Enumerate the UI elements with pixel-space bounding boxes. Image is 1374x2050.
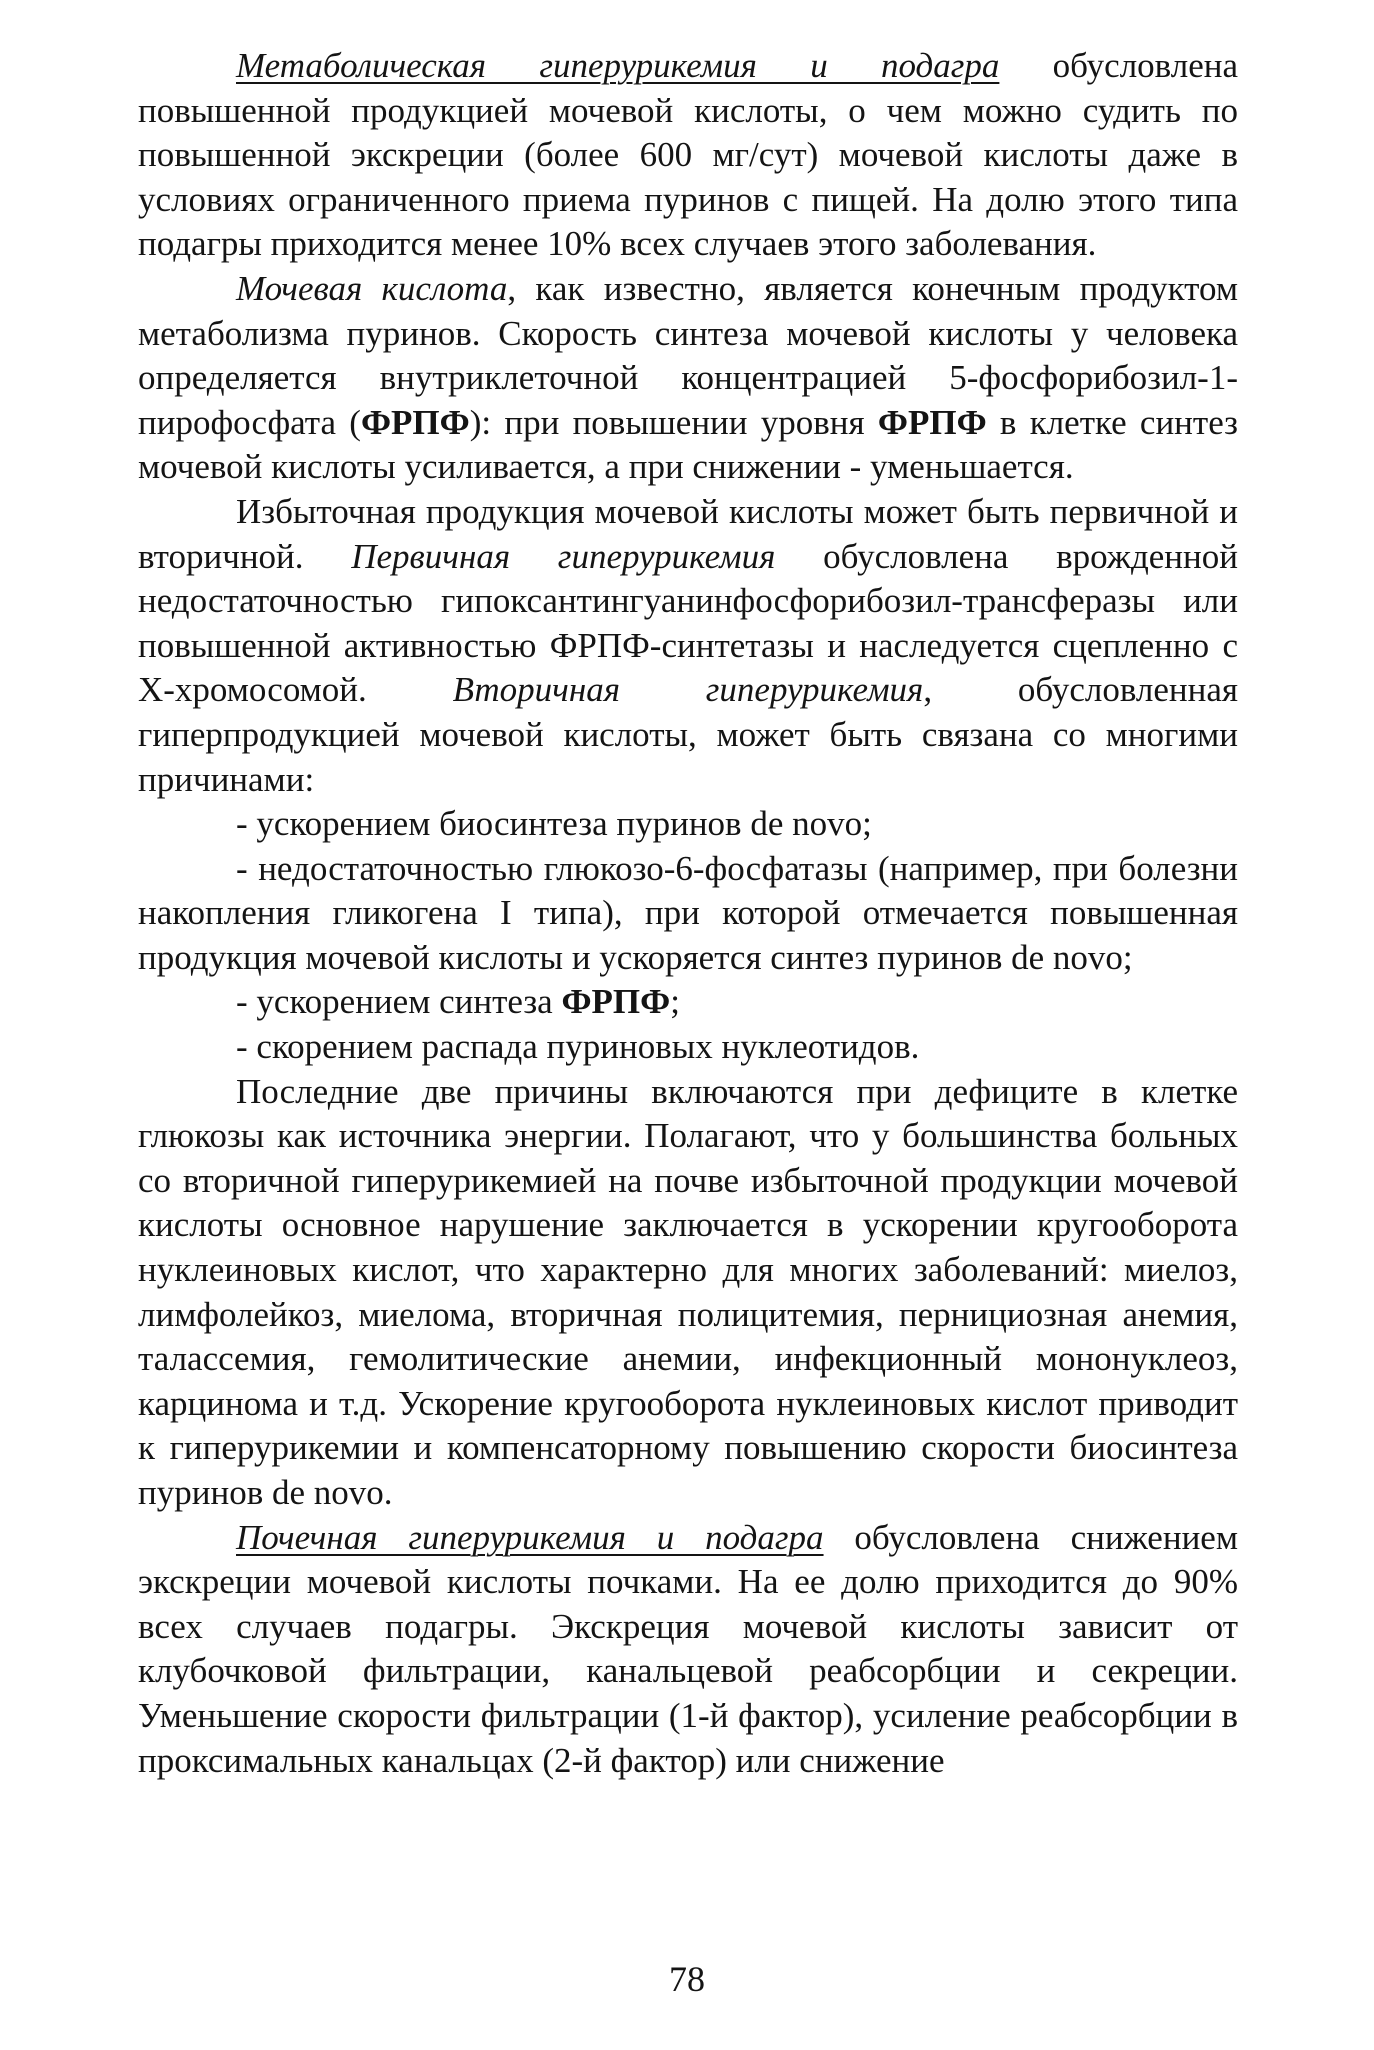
term-uric-acid: Мочевая кислота: [236, 268, 508, 308]
text-run: ): при повышении уровня: [469, 402, 878, 442]
text-run: в клетке синтез мочевой кислоты усиливается, а при снижении - уменьшается.: [138, 402, 1238, 487]
text-run: Избыточная продукция мочевой кислоты может быть первичной и вторичной.: [138, 491, 1238, 576]
text-run: , как известно, является конечным продуктом метаболизма пуринов. Скорость синтеза мочевой кислоты у человека определяется внутриклеточной концентрацией 5-фосфорибозил-1-пирофосфата (: [138, 268, 1238, 442]
paragraph-excess-production: [138, 490, 1238, 802]
text-run: ;: [670, 982, 680, 1022]
list-item-cause: [138, 802, 1238, 847]
paragraph-last-two-causes: [138, 1070, 1238, 1516]
text-run: обусловлена снижением экскреции мочевой кислоты почками. На ее долю приходится до 90% всех случаев подагры. Экскреция мочевой кислоты зависит от клубочковой фильтрации, канальцевой реабсорбции и секреции. Уменьшение скорости фильтрации (1-й фактор), усиление реабсорбции в проксимальных канальцах (2-й фактор) или снижение: [138, 1517, 1238, 1780]
paragraph-metabolic: [138, 44, 1238, 267]
text-run: - ускорением биосинтеза пуринов de novo;: [236, 804, 872, 844]
term-frpf: ФРПФ: [561, 982, 671, 1022]
text-run: , обусловленная гиперпродукцией мочевой кислоты, может быть связана со многими причинами:: [138, 670, 1238, 799]
text-run: - недостаточностью глюкозо-6-фосфатазы (например, при болезни накопления гликогена I типа), при которой отмечается повышенная продукция мочевой кислоты и ускоряется синтез пуринов de novo;: [138, 848, 1238, 977]
section-heading-metabolic: Метаболическая гиперурикемия и подагра: [236, 46, 1000, 85]
term-frpf: ФРПФ: [877, 402, 987, 442]
list-item-cause: [138, 1025, 1238, 1070]
list-item-cause: [138, 980, 1238, 1025]
term-primary-hyperuricemia: Первичная гиперурикемия: [351, 536, 776, 576]
text-run: обусловлена врожденной недостаточностью гипоксантингуанинфосфорибозил-трансферазы или повышенной активностью ФРПФ-синтетазы и наследуется сцепленно с Х-хромосомой.: [138, 536, 1238, 710]
page-number: 78: [669, 1959, 705, 1999]
page-body: [138, 44, 1238, 1783]
list-item-cause: [138, 847, 1238, 981]
text-run: - ускорением синтеза: [236, 982, 562, 1022]
text-run: - скорением распада пуриновых нуклеотидов.: [236, 1027, 920, 1067]
term-frpf: ФРПФ: [360, 402, 470, 442]
text-run: Последние две причины включаются при дефиците в клетке глюкозы как источника энергии. Полагают, что у большинства больных со вторичной гиперурикемией на почве избыточной продукции мочевой кислоты основное нарушение заключается в ускорении кругооборота нуклеиновых кислот, что характерно для многих заболеваний: миелоз, лимфолейкоз, миелома, вторичная полицитемия, пернициозная анемия, талассемия, гемолитические анемии, инфекционный мононуклеоз, карцинома и т.д. Ускорение кругооборота нуклеиновых кислот приводит к гиперурикемии и компенсаторному повышению скорости биосинтеза пуринов de novo.: [138, 1071, 1238, 1512]
text-run: обусловлена повышенной продукцией мочевой кислоты, о чем можно судить по повышенной экскреции (более 600 мг/сут) мочевой кислоты даже в условиях ограниченного приема пуринов с пищей. На долю этого типа подагры приходится менее 10% всех случаев этого заболевания.: [138, 46, 1238, 264]
paragraph-renal: [138, 1516, 1238, 1784]
paragraph-uric-acid: [138, 267, 1238, 490]
term-secondary-hyperuricemia: Вторичная гиперурикемия: [452, 670, 924, 710]
section-heading-renal: Почечная гиперурикемия и подагра: [236, 1517, 824, 1557]
